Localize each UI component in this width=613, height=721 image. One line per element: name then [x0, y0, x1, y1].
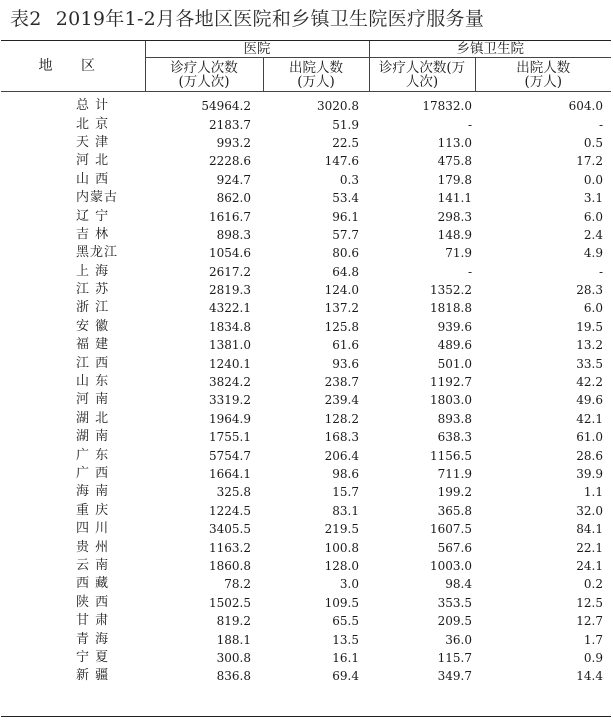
township-discharges-cell: 2.4 [583, 227, 603, 242]
township-visits-cell: 501.0 [437, 356, 472, 371]
region-cell: 广 东 [76, 447, 110, 463]
hospital-visits-cell: 188.1 [216, 632, 251, 647]
township-visits-cell: 939.6 [437, 319, 472, 334]
township-discharges-cell: 84.1 [576, 522, 603, 537]
township-visits-cell: - [467, 117, 472, 132]
hospital-visits-cell: 3405.5 [209, 522, 251, 537]
region-cell: 上 海 [76, 263, 110, 279]
region-cell: 云 南 [76, 557, 110, 573]
hospital-discharges-cell: 147.6 [324, 154, 359, 169]
hospital-visits-cell: 898.3 [216, 227, 251, 242]
region-cell: 山 东 [76, 374, 110, 390]
hospital-visits-cell: 1964.9 [209, 411, 251, 426]
hospital-discharges-cell: 168.3 [324, 430, 359, 445]
township-discharges-cell: 3.1 [583, 191, 603, 206]
township-discharges-cell: 604.0 [568, 99, 603, 114]
township-discharges-cell: 6.0 [583, 209, 603, 224]
township-visits-cell: 1818.8 [430, 301, 472, 316]
region-cell: 湖 北 [76, 410, 110, 426]
region-cell: 安 徽 [76, 318, 110, 334]
hospital-discharges-cell: 15.7 [332, 485, 359, 500]
hospital-discharges-cell: 16.1 [332, 650, 359, 665]
hospital-discharges-cell: 13.5 [332, 632, 359, 647]
hospital-discharges-cell: 53.4 [332, 191, 359, 206]
table-row [1, 483, 611, 501]
table-row [1, 557, 611, 575]
hospital-discharges-cell: 65.5 [332, 614, 359, 629]
hospital-discharges-cell: 219.5 [324, 522, 359, 537]
hospital-visits-cell: 1163.2 [209, 540, 251, 555]
region-cell: 甘 肃 [76, 613, 110, 629]
region-cell: 陕 西 [76, 594, 110, 610]
table-row [1, 299, 611, 317]
township-discharges-cell: 28.3 [576, 283, 603, 298]
township-group-header: 乡镇卫生院 [369, 41, 611, 58]
township-visits-cell: 98.4 [445, 577, 472, 592]
hospital-visits-cell: 1755.1 [209, 430, 251, 445]
region-cell: 青 海 [76, 631, 110, 647]
hospital-visits-cell: 2819.3 [209, 283, 251, 298]
township-visits-cell: 141.1 [437, 191, 472, 206]
table-row [1, 115, 611, 133]
region-cell: 重 庆 [76, 502, 110, 518]
region-cell: 广 西 [76, 466, 110, 481]
hospital-visits-header: 诊疗人次数 (万人次) [145, 58, 263, 92]
hospital-discharges-cell: 3.0 [339, 577, 359, 592]
hospital-discharges-cell: 64.8 [332, 264, 359, 279]
township-discharges-cell: 0.0 [583, 172, 603, 187]
hospital-discharges-cell: 100.8 [324, 540, 359, 555]
township-discharges-cell: 4.9 [583, 246, 603, 261]
table-title-text: 2019年1-2月各地区医院和乡镇卫生院医疗服务量 [55, 8, 485, 30]
hospital-visits-cell: 836.8 [216, 669, 251, 684]
table-row [1, 538, 611, 556]
table-row [1, 446, 611, 464]
hospital-discharges-cell: 3020.8 [317, 99, 359, 114]
region-cell: 河 北 [76, 153, 110, 169]
table-row [1, 502, 611, 520]
hospital-discharges-cell: 57.7 [332, 227, 359, 242]
table-row [1, 134, 611, 152]
township-visits-cell: 365.8 [437, 503, 472, 518]
township-visits-cell: 17832.0 [422, 99, 472, 114]
township-discharges-cell: 6.0 [583, 301, 603, 316]
table-title [10, 6, 610, 32]
township-visits-cell: 71.9 [445, 246, 472, 261]
township-visits-cell: 113.0 [437, 135, 472, 150]
hospital-visits-cell: 78.2 [224, 577, 251, 592]
table-row [1, 263, 611, 281]
hospital-discharges-cell: 61.6 [332, 338, 359, 353]
region-cell: 江 苏 [76, 282, 110, 298]
township-visits-cell: 36.0 [445, 632, 472, 647]
hospital-visits-cell: 3824.2 [209, 375, 251, 390]
township-discharges-cell: 12.7 [576, 614, 603, 629]
region-cell: 北 京 [76, 116, 110, 132]
township-discharges-cell: 19.5 [576, 319, 603, 334]
township-discharges-cell: 1.7 [583, 632, 603, 647]
hospital-discharges-cell: 93.6 [332, 356, 359, 371]
table-row [1, 428, 611, 446]
township-discharges-cell: 14.4 [576, 669, 603, 684]
region-cell: 新 疆 [76, 668, 110, 684]
township-discharges-cell: 42.2 [576, 375, 603, 390]
township-visits-cell: 148.9 [437, 227, 472, 242]
township-visits-cell: - [467, 264, 472, 279]
hospital-discharges-cell: 137.2 [324, 301, 359, 316]
hospital-discharges-cell: 128.2 [324, 411, 359, 426]
hospital-discharges-cell: 80.6 [332, 246, 359, 261]
region-cell: 福 建 [76, 337, 110, 353]
region-cell: 宁 夏 [76, 649, 110, 665]
hospital-visits-cell: 2617.2 [209, 264, 251, 279]
hospital-visits-cell: 325.8 [216, 485, 251, 500]
table-number: 表2 [10, 8, 42, 30]
table-row [1, 612, 611, 630]
hospital-visits-cell: 819.2 [216, 614, 251, 629]
region-cell: 湖 南 [76, 429, 110, 445]
hospital-discharges-cell: 96.1 [332, 209, 359, 224]
township-discharges-cell: 24.1 [576, 558, 603, 573]
township-visits-cell: 638.3 [437, 430, 472, 445]
table-row [1, 667, 611, 685]
region-cell: 总 计 [76, 98, 110, 114]
hospital-discharges-cell: 206.4 [324, 448, 359, 463]
hospital-visits-cell: 1834.8 [209, 319, 251, 334]
township-discharges-cell: 1.1 [583, 485, 603, 500]
region-cell: 黑龙江 [76, 245, 119, 261]
hospital-discharges-cell: 83.1 [332, 503, 359, 518]
table-row [1, 281, 611, 299]
township-visits-cell: 475.8 [437, 154, 472, 169]
hospital-visits-cell: 4322.1 [209, 301, 251, 316]
region-cell: 四 川 [76, 521, 110, 537]
township-visits-header: 诊疗人次数(万 人次) [369, 58, 475, 92]
township-visits-cell: 1003.0 [430, 558, 472, 573]
table-row [1, 575, 611, 593]
table-row [1, 244, 611, 262]
hospital-visits-cell: 54964.2 [201, 99, 251, 114]
hospital-discharges-header: 出院人数 (万人) [263, 58, 369, 92]
township-visits-cell: 353.5 [437, 595, 472, 610]
hospital-visits-cell: 1240.1 [209, 356, 251, 371]
township-discharges-cell: - [598, 264, 603, 279]
hospital-discharges-cell: 128.0 [324, 558, 359, 573]
hospital-visits-cell: 924.7 [216, 172, 251, 187]
township-discharges-cell: 17.2 [576, 154, 603, 169]
region-cell: 辽 宁 [76, 208, 110, 224]
table-row [1, 373, 611, 391]
table-row [1, 189, 611, 207]
region-cell: 江 西 [76, 355, 110, 371]
township-visits-cell: 209.5 [437, 614, 472, 629]
township-discharges-cell: 42.1 [576, 411, 603, 426]
township-visits-cell: 1156.5 [430, 448, 472, 463]
township-visits-cell: 349.7 [437, 669, 472, 684]
township-visits-cell: 115.7 [437, 650, 472, 665]
township-discharges-cell: 0.5 [583, 135, 603, 150]
medical-service-table [1, 40, 611, 686]
township-visits-cell: 199.2 [437, 485, 472, 500]
table-row [1, 336, 611, 354]
township-discharges-cell: 28.6 [576, 448, 603, 463]
hospital-discharges-cell: 239.4 [324, 393, 359, 408]
table-row [1, 318, 611, 336]
table-row [1, 630, 611, 648]
hospital-discharges-cell: 124.0 [324, 283, 359, 298]
table-row [1, 207, 611, 225]
region-cell: 内蒙古 [76, 190, 119, 206]
table-row [1, 354, 611, 372]
region-cell: 吉 林 [76, 226, 110, 242]
hospital-discharges-cell: 69.4 [332, 669, 359, 684]
hospital-discharges-cell: 125.8 [324, 319, 359, 334]
hospital-visits-cell: 1616.7 [209, 209, 251, 224]
hospital-visits-cell: 862.0 [216, 191, 251, 206]
hospital-visits-cell: 1664.1 [209, 467, 251, 481]
township-visits-cell: 711.9 [437, 467, 472, 481]
hospital-visits-cell: 2183.7 [209, 117, 251, 132]
hospital-visits-cell: 1224.5 [209, 503, 251, 518]
hospital-visits-cell: 1860.8 [209, 558, 251, 573]
township-discharges-cell: 39.9 [576, 467, 603, 481]
hospital-visits-cell: 993.2 [216, 135, 251, 150]
township-visits-cell: 1192.7 [430, 375, 472, 390]
hospital-visits-cell: 1381.0 [209, 338, 251, 353]
table-bottom-rule [1, 716, 611, 717]
region-cell: 浙 江 [76, 300, 110, 316]
hospital-discharges-cell: 22.5 [332, 135, 359, 150]
township-discharges-cell: - [598, 117, 603, 132]
table-row [1, 152, 611, 170]
township-discharges-cell: 13.2 [576, 338, 603, 353]
table-row [1, 594, 611, 612]
township-discharges-cell: 12.5 [576, 595, 603, 610]
township-visits-cell: 179.8 [437, 172, 472, 187]
township-visits-cell: 893.8 [437, 411, 472, 426]
region-cell: 西 藏 [76, 576, 110, 592]
township-visits-cell: 1352.2 [430, 283, 472, 298]
table-row [1, 92, 611, 116]
hospital-visits-cell: 1054.6 [209, 246, 251, 261]
hospital-discharges-cell: 238.7 [324, 375, 359, 390]
township-discharges-cell: 22.1 [576, 540, 603, 555]
township-discharges-cell: 33.5 [576, 356, 603, 371]
hospital-group-header: 医院 [145, 41, 369, 58]
table-row [1, 520, 611, 538]
table-row [1, 171, 611, 189]
table-row [1, 465, 611, 483]
table-row [1, 649, 611, 667]
region-header: 地 区 [1, 41, 145, 92]
hospital-visits-cell: 300.8 [216, 650, 251, 665]
hospital-visits-cell: 1502.5 [209, 595, 251, 610]
township-discharges-cell: 61.0 [576, 430, 603, 445]
township-visits-cell: 298.3 [437, 209, 472, 224]
township-visits-cell: 489.6 [437, 338, 472, 353]
township-discharges-cell: 32.0 [576, 503, 603, 518]
township-discharges-cell: 0.2 [583, 577, 603, 592]
table-row [1, 391, 611, 409]
township-discharges-cell: 0.9 [583, 650, 603, 665]
township-visits-cell: 1607.5 [430, 522, 472, 537]
hospital-discharges-cell: 51.9 [332, 117, 359, 132]
region-cell: 贵 州 [76, 539, 110, 555]
hospital-discharges-cell: 98.6 [332, 467, 359, 481]
region-cell: 山 西 [76, 171, 110, 187]
hospital-discharges-cell: 0.3 [339, 172, 359, 187]
township-discharges-header: 出院人数 (万人) [475, 58, 611, 92]
hospital-discharges-cell: 109.5 [324, 595, 359, 610]
township-visits-cell: 1803.0 [430, 393, 472, 408]
table-row [1, 226, 611, 244]
township-discharges-cell: 49.6 [576, 393, 603, 408]
region-cell: 河 南 [76, 392, 110, 408]
region-cell: 天 津 [76, 134, 110, 150]
region-cell: 海 南 [76, 484, 110, 500]
township-visits-cell: 567.6 [437, 540, 472, 555]
table-row [1, 410, 611, 428]
hospital-visits-cell: 3319.2 [209, 393, 251, 408]
hospital-visits-cell: 5754.7 [209, 448, 251, 463]
hospital-visits-cell: 2228.6 [209, 154, 251, 169]
